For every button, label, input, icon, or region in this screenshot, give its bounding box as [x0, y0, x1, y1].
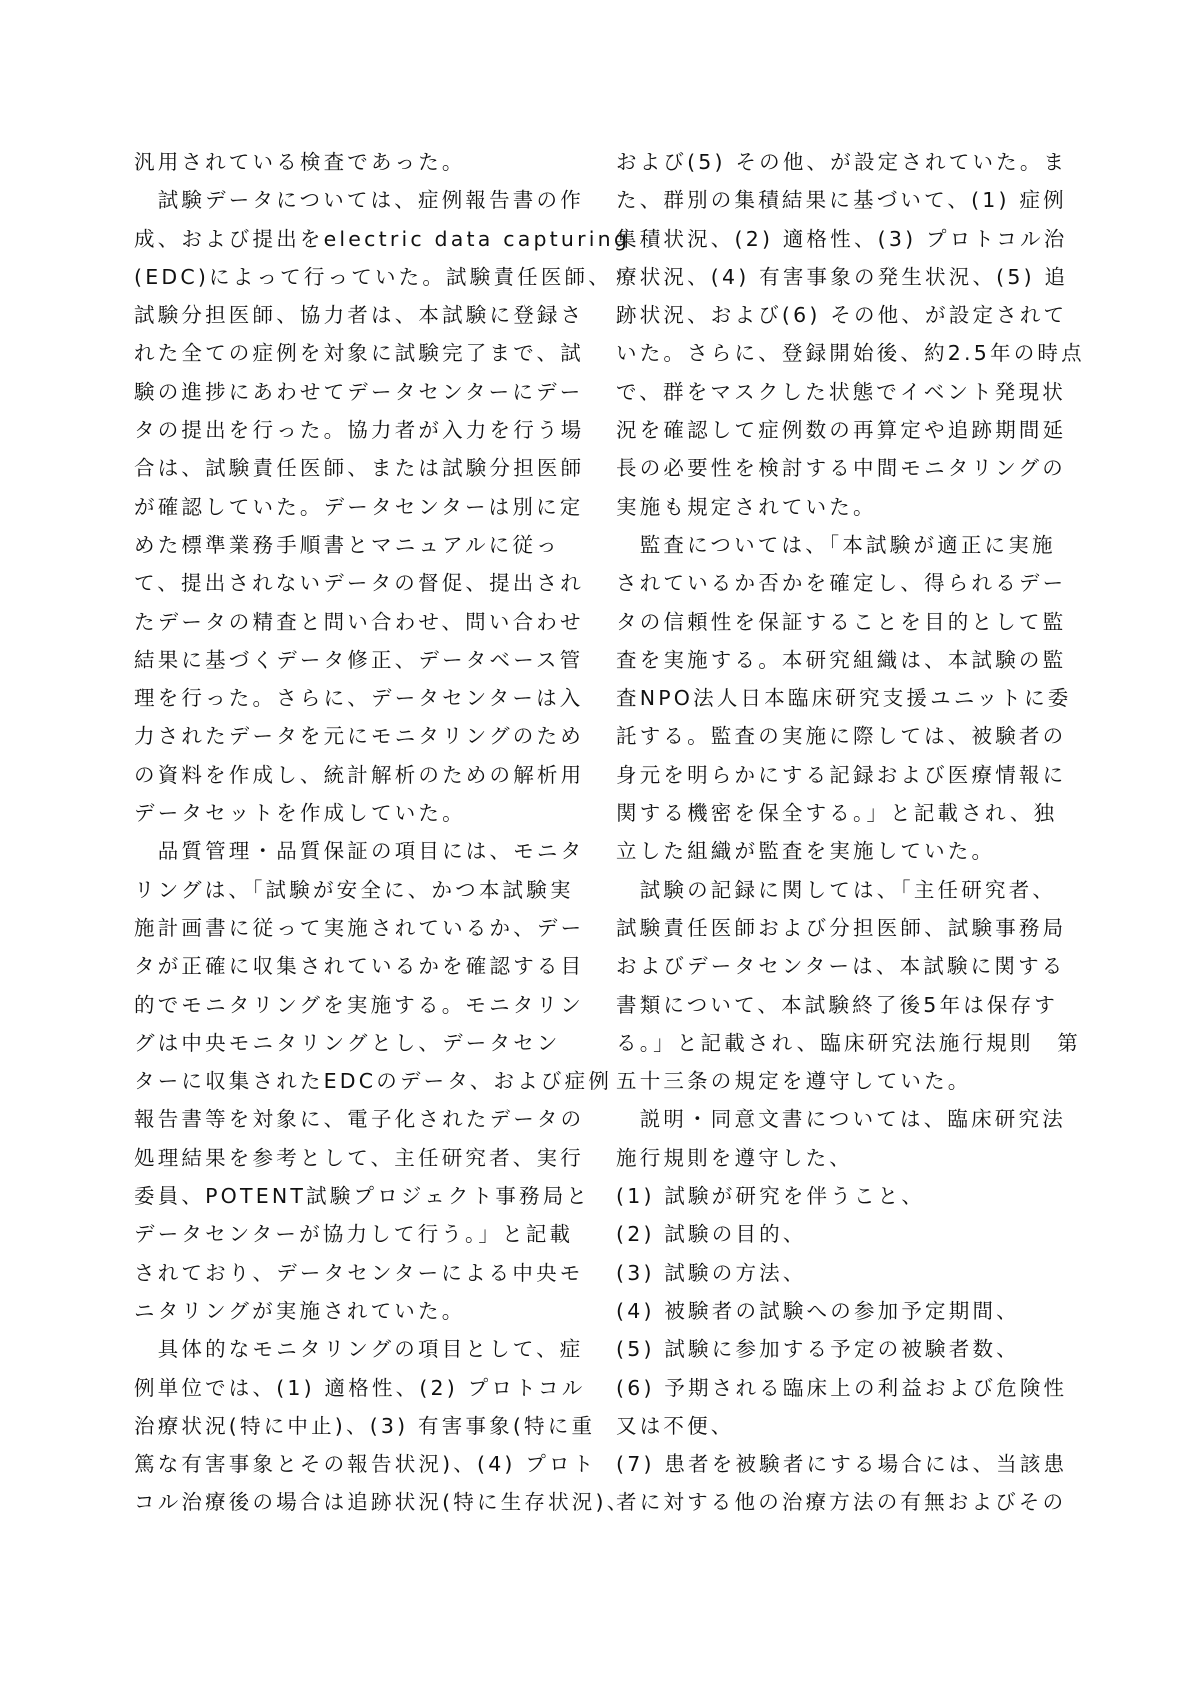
- right-column: [616, 143, 1085, 1522]
- text-line: た、群別の集積結果に基づいて、(1) 症例: [616, 188, 1067, 213]
- text-line: タの提出を行った。協力者が入力を行う場: [134, 418, 585, 443]
- text-line: 説明・同意文書については、臨床研究法: [616, 1107, 1066, 1132]
- text-line: 査NPO法人日本臨床研究支援ユニットに委: [616, 686, 1072, 711]
- text-line: 試験の記録に関しては、「主任研究者、: [616, 877, 1057, 902]
- text-line: (5) 試験に参加する予定の被験者数、: [616, 1337, 1020, 1362]
- text-line: 立した組織が監査を実施していた。: [616, 839, 996, 864]
- text-line: 報告書等を対象に、電子化されたデータの: [134, 1107, 585, 1132]
- text-line: 跡状況、および(6) その他、が設定されて: [616, 303, 1068, 328]
- text-line: れた全ての症例を対象に試験完了まで、試: [134, 341, 584, 366]
- text-line: されており、データセンターによる中央モ: [134, 1260, 584, 1285]
- text-line: 託する。監査の実施に際しては、被験者の: [616, 724, 1067, 749]
- text-line: リングは、「試験が安全に、かつ本試験実: [134, 877, 574, 902]
- text-line: で、群をマスクした状態でイベント発現状: [616, 379, 1066, 404]
- text-line: 具体的なモニタリングの項目として、症: [134, 1337, 584, 1362]
- text-line: 書類について、本試験終了後5年は保存す: [616, 992, 1059, 1017]
- text-line: 成、および提出をelectric data capturing: [134, 226, 631, 251]
- text-line: が確認していた。データセンターは別に定: [134, 494, 584, 519]
- text-line: 療状況、(4) 有害事象の発生状況、(5) 追: [616, 264, 1069, 289]
- text-line: 篤な有害事象とその報告状況)、(4) プロト: [134, 1452, 597, 1477]
- text-line: (6) 予期される臨床上の利益および危険性: [616, 1375, 1068, 1400]
- text-line: ニタリングが実施されていた。: [134, 1298, 466, 1323]
- text-line: 況を確認して症例数の再算定や追跡期間延: [616, 418, 1067, 443]
- text-line: 例単位では、(1) 適格性、(2) プロトコル: [134, 1375, 586, 1400]
- text-line: 的でモニタリングを実施する。モニタリン: [134, 992, 584, 1017]
- text-line: 処理結果を参考として、主任研究者、実行: [134, 1145, 584, 1170]
- text-line: およびデータセンターは、本試験に関する: [616, 954, 1066, 979]
- text-line: 験の進捗にあわせてデータセンターにデー: [134, 379, 584, 404]
- text-line: 合は、試験責任医師、または試験分担医師: [134, 456, 585, 481]
- text-line: 理を行った。さらに、データセンターは入: [134, 686, 584, 711]
- text-line: 実施も規定されていた。: [616, 494, 877, 519]
- text-line: 監査については、「本試験が適正に実施: [616, 532, 1056, 557]
- text-line: (1) 試験が研究を伴うこと、: [616, 1184, 926, 1209]
- text-line: (EDC)によって行っていた。試験責任医師、: [134, 264, 612, 289]
- text-line: いた。さらに、登録開始後、約2.5年の時点: [616, 341, 1085, 366]
- text-line: グは中央モニタリングとし、データセン: [134, 1030, 561, 1055]
- left-column: [134, 143, 631, 1522]
- text-line: (7) 患者を被験者にする場合には、当該患: [616, 1452, 1068, 1477]
- text-line: (2) 試験の目的、: [616, 1222, 807, 1247]
- text-line: めた標準業務手順書とマニュアルに従っ: [134, 532, 560, 557]
- text-line: 力されたデータを元にモニタリングのため: [134, 724, 584, 749]
- text-line: 査を実施する。本研究組織は、本試験の監: [616, 647, 1067, 672]
- text-line: 施計画書に従って実施されているか、デー: [134, 915, 585, 940]
- text-line: 又は不便、: [616, 1413, 735, 1438]
- text-line: の資料を作成し、統計解析のための解析用: [134, 762, 585, 787]
- text-line: る。」と記載され、臨床研究法施行規則 第: [616, 1030, 1081, 1055]
- text-line: 五十三条の規定を遵守していた。: [616, 1069, 972, 1094]
- text-line: ターに収集されたEDCのデータ、および症例: [134, 1069, 613, 1094]
- text-line: 長の必要性を検討する中間モニタリングの: [616, 456, 1066, 481]
- text-line: コル治療後の場合は追跡状況(特に生存状況)、: [134, 1490, 631, 1515]
- text-line: および(5) その他、が設定されていた。ま: [616, 150, 1068, 174]
- text-line: 試験分担医師、協力者は、本試験に登録さ: [134, 303, 585, 328]
- text-line: 試験データについては、症例報告書の作: [134, 188, 584, 213]
- text-line: (3) 試験の方法、: [616, 1260, 807, 1285]
- text-line: (4) 被験者の試験への参加予定期間、: [616, 1298, 1020, 1323]
- text-line: データセットを作成していた。: [134, 801, 466, 826]
- text-line: 試験責任医師および分担医師、試験事務局: [616, 915, 1067, 940]
- text-line: されているか否かを確定し、得られるデー: [616, 571, 1067, 596]
- text-line: たデータの精査と問い合わせ、問い合わせ: [134, 609, 584, 634]
- text-line: 結果に基づくデータ修正、データベース管: [134, 647, 584, 672]
- text-line: タが正確に収集されているかを確認する目: [134, 954, 585, 979]
- text-line: 汎用されている検査であった。: [134, 150, 466, 174]
- text-line: 身元を明らかにする記録および医療情報に: [616, 762, 1067, 787]
- text-line: データセンターが協力して行う。」と記載: [134, 1222, 574, 1247]
- text-line: 施行規則を遵守した、: [616, 1145, 853, 1170]
- text-line: て、提出されないデータの督促、提出され: [134, 571, 584, 596]
- text-line: 関する機密を保全する。」と記載され、独: [616, 801, 1058, 826]
- text-line: 集積状況、(2) 適格性、(3) プロトコル治: [616, 226, 1068, 251]
- text-line: 委員、POTENT試験プロジェクト事務局と: [134, 1184, 591, 1209]
- text-line: 治療状況(特に中止)、(3) 有害事象(特に重: [134, 1413, 596, 1438]
- text-line: 品質管理・品質保証の項目には、モニタ: [134, 839, 585, 864]
- text-line: 者に対する他の治療方法の有無およびその: [616, 1490, 1067, 1515]
- text-line: タの信頼性を保証することを目的として監: [616, 609, 1067, 634]
